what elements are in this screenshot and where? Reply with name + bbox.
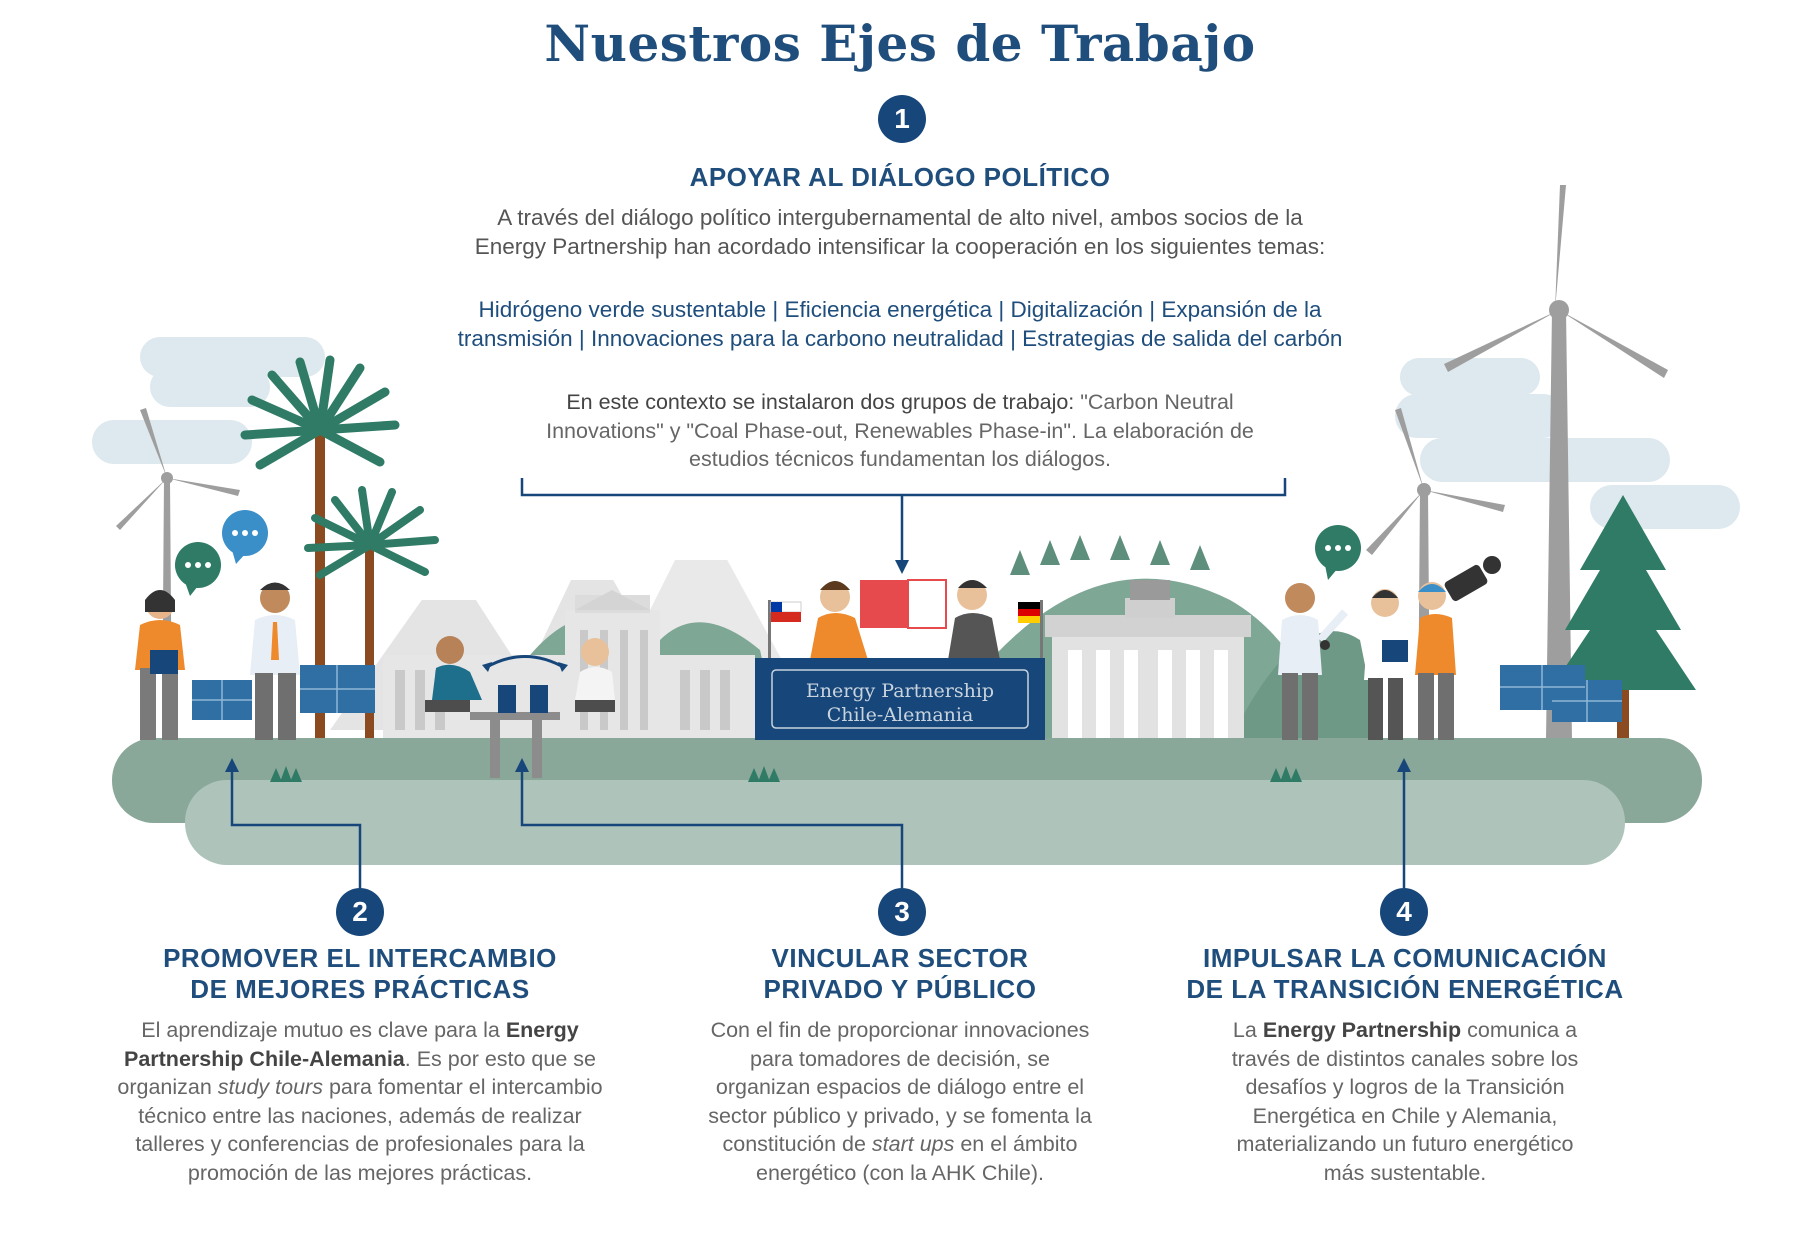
- axis1-topics-line1: Hidrógeno verde sustentable | Eficiencia energética | Digitalización | Expansión de la: [478, 297, 1322, 322]
- axis3-body-text: energético (con la AHK Chile).: [755, 1160, 1044, 1185]
- axis2-heading: [100, 943, 620, 1005]
- speech-bubble-icon: [175, 542, 221, 596]
- axis1-context-lead: En este contexto se instalaron dos grupos de trabajo:: [566, 390, 1075, 414]
- axis4-heading-line2: DE LA TRANSICIÓN ENERGÉTICA: [1186, 974, 1624, 1004]
- axis3-body-text: sector público y privado, y se fomenta la: [708, 1103, 1092, 1128]
- axis3-heading-line1: VINCULAR SECTOR: [771, 943, 1029, 973]
- laptop-icon: [530, 685, 548, 713]
- arrow-axis1: [895, 560, 909, 574]
- axis2-body-bold: Partnership Chile-Alemania: [123, 1046, 405, 1071]
- axis2-body-text: El aprendizaje mutuo es clave para la: [141, 1018, 506, 1042]
- axis3-body: [640, 1016, 1160, 1187]
- axis2-body-text: organizan: [117, 1075, 218, 1099]
- axis4-heading-line1: IMPULSAR LA COMUNICACIÓN: [1203, 943, 1607, 973]
- connector-axis1: [522, 478, 1285, 562]
- axis3-heading-line2: PRIVADO Y PÚBLICO: [763, 974, 1037, 1004]
- axis4-body-text: La: [1232, 1018, 1263, 1042]
- axis4-body-text: Energética en Chile y Alemania,: [1252, 1103, 1558, 1128]
- axis2-body-text: para fomentar el intercambio: [322, 1075, 603, 1099]
- axis2-body-text: . Es por esto que se: [404, 1046, 596, 1071]
- axis2-body-bold: Energy: [505, 1018, 579, 1042]
- axis4-body-text: más sustentable.: [1323, 1160, 1487, 1185]
- axis3-body-text: Con el fin de proporcionar innovaciones: [710, 1018, 1090, 1042]
- axis3-body-italic: start ups: [871, 1132, 955, 1156]
- axis2-body-text: técnico entre las naciones, además de realizar: [138, 1103, 582, 1128]
- person-man-tie: [250, 583, 300, 741]
- axis1-context-rest1: "Carbon Neutral: [1074, 390, 1234, 414]
- axis3-body-text: para tomadores de decisión, se: [750, 1046, 1050, 1071]
- axis1-context-line3: estudios técnicos fundamentan los diálogos.: [689, 447, 1111, 471]
- axis1-heading: APOYAR AL DIÁLOGO POLÍTICO: [689, 162, 1111, 192]
- ground-lower: [185, 780, 1625, 865]
- sign-line2: Chile-Alemania: [826, 704, 974, 726]
- axis2-body-text: talleres y conferencias de profesionales para la: [135, 1132, 585, 1156]
- laptop-icon: [498, 685, 516, 713]
- axis4-number-badge: 4: [1380, 888, 1428, 936]
- axis4-body-text: desafíos y logros de la Transición: [1245, 1075, 1565, 1099]
- axis3-body-text: organizan espacios de diálogo entre el: [715, 1075, 1085, 1099]
- document-icon: [860, 580, 908, 628]
- axis2-heading-line2: DE MEJORES PRÁCTICAS: [190, 974, 530, 1004]
- axis4-body: [1160, 1016, 1650, 1187]
- person-woman-orange: [135, 590, 185, 740]
- axis2-body: [85, 1016, 635, 1187]
- axis1-context: [460, 388, 1340, 474]
- axis4-heading: [1130, 943, 1680, 1005]
- person-camera-operator: [1415, 556, 1501, 740]
- axis3-number-badge: 3: [878, 888, 926, 936]
- axis1-intro-line1: A través del diálogo político intergubernamental de alto nivel, ambos socios de la: [497, 205, 1303, 230]
- speech-bubble-icon: [1315, 525, 1361, 580]
- axis1-topics-line2: transmisión | Innovaciones para la carbono neutralidad | Estrategias de salida del carbón: [457, 325, 1343, 351]
- person-woman-reporter: [1364, 589, 1408, 740]
- axis4-body-bold: Energy Partnership: [1262, 1018, 1462, 1042]
- axis2-heading-line1: PROMOVER EL INTERCAMBIO: [163, 943, 557, 973]
- page-title: Nuestros Ejes de Trabajo: [544, 14, 1256, 73]
- speech-bubble-icon: [222, 510, 268, 564]
- axis4-body-text: materializando un futuro energético: [1236, 1132, 1574, 1156]
- axis4-body-text: través de distintos canales sobre los: [1231, 1046, 1579, 1071]
- axis1-intro-line2: Energy Partnership han acordado intensificar la cooperación en los siguientes temas:: [474, 233, 1326, 259]
- axis1-number-badge: 1: [878, 95, 926, 143]
- camera-icon: [1443, 556, 1501, 603]
- axis1-intro: [360, 204, 1440, 261]
- axis3-body-text: en el ámbito: [954, 1132, 1078, 1156]
- axis2-number-badge: 2: [336, 888, 384, 936]
- axis2-body-text: promoción de las mejores prácticas.: [187, 1160, 533, 1185]
- axis4-body-text: comunica a: [1461, 1018, 1578, 1042]
- microphone-icon: [1320, 640, 1330, 650]
- axis2-body-italic: study tours: [217, 1075, 323, 1099]
- axis1-context-line2: Innovations" y "Coal Phase-out, Renewables Phase-in". La elaboración de: [546, 418, 1254, 443]
- axis3-heading: [640, 943, 1160, 1005]
- sign-line1: Energy Partnership: [805, 680, 995, 702]
- axis1-topics: [360, 296, 1440, 353]
- axis3-body-text: constitución de: [722, 1132, 872, 1156]
